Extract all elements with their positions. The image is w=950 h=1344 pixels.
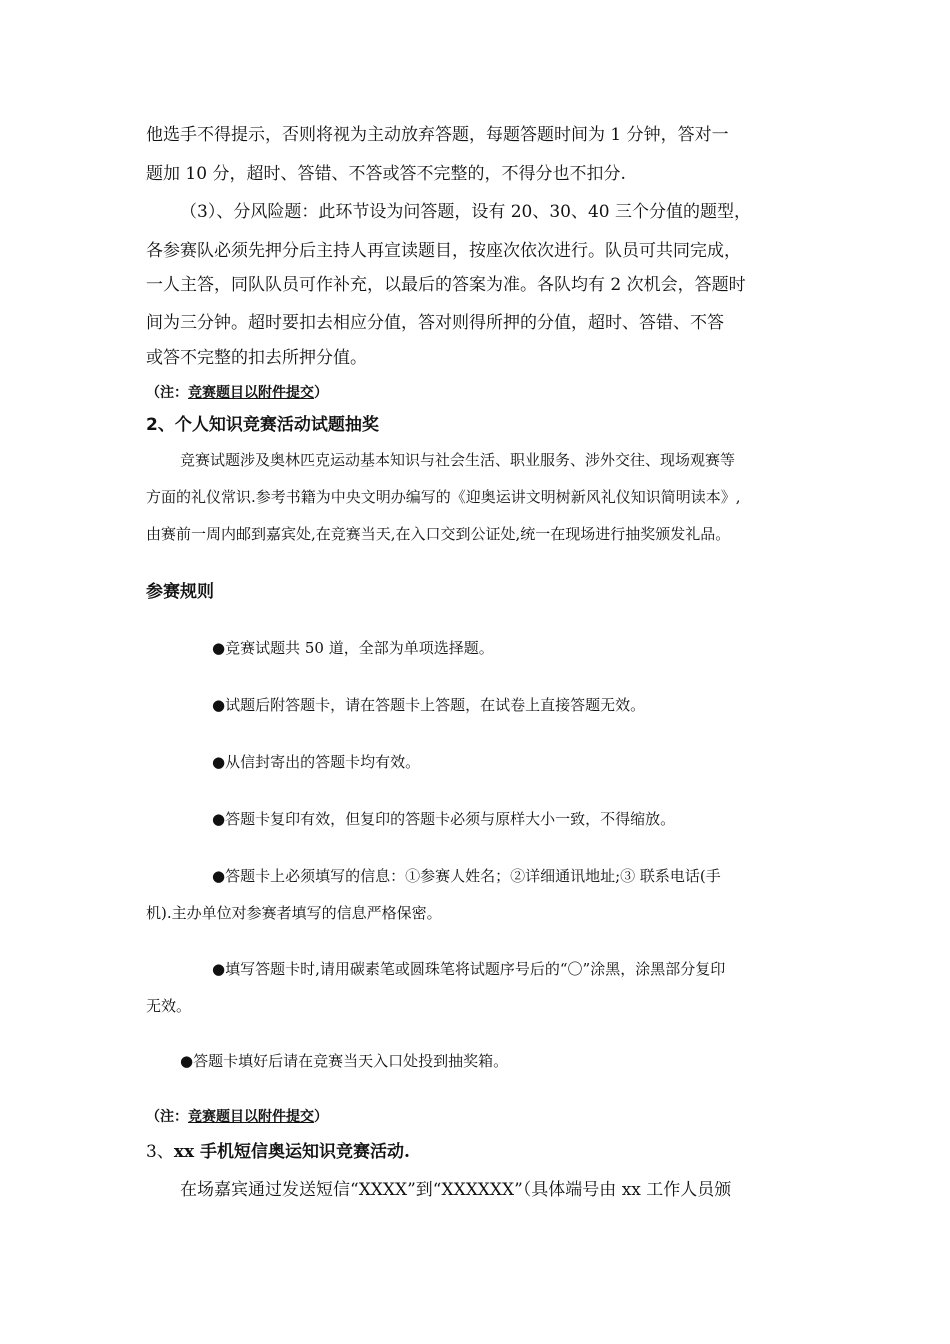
rule-item-6-line-2: 无效。 [146,997,192,1015]
risk-line-3: 一人主答，同队队员可作补充，以最后的答案为准。各队均有 2 次机会，答题时 [146,275,746,295]
note-text: 竞赛题目以附件提交 [188,385,314,401]
rules-title: 参赛规则 [146,582,214,602]
risk-line-5: 或答不完整的扣去所押分值。 [146,348,367,368]
section-2-paragraph-line-2: 方面的礼仪常识.参考书籍为中央文明办编写的《迎奥运讲文明树新风礼仪知识简明读本》, [146,488,741,506]
section-3-number: 3、 [146,1142,174,1162]
note-attachment-2 [146,1105,328,1129]
section-3-title [146,1140,410,1164]
rule-item-4: ●答题卡复印有效，但复印的答题卡必须与原样大小一致，不得缩放。 [212,810,676,828]
note-attachment-1 [146,381,328,405]
risk-line-1: （3）、分风险题：此环节设为问答题，设有 20、30、40 三个分值的题型， [180,202,752,222]
note-suffix: ） [314,1109,328,1125]
rule-item-6-line-1: ●填写答题卡时,请用碳素笔或圆珠笔将试题序号后的“〇”涂黑，涂黑部分复印 [212,960,726,978]
risk-line-4: 间为三分钟。超时要扣去相应分值，答对则得所押的分值，超时、答错、不答 [146,313,724,333]
section-3-paragraph-line-1: 在场嘉宾通过发送短信“XXXX”到“XXXXXX”（具体端号由 xx 工作人员颁 [180,1180,732,1200]
rule-item-5-line-1: ●答题卡上必须填写的信息：①参赛人姓名；②详细通讯地址;③ 联系电话(手 [212,867,721,885]
rule-item-7: ●答题卡填好后请在竞赛当天入口处投到抽奖箱。 [180,1052,509,1070]
intro-line-1: 他选手不得提示，否则将视为主动放弃答题，每题答题时间为 1 分钟，答对一 [146,125,729,145]
rule-item-3: ●从信封寄出的答题卡均有效。 [212,753,421,771]
section-3-title-text: xx 手机短信奥运知识竞赛活动. [173,1142,410,1162]
section-2-paragraph-line-3: 由赛前一周内邮到嘉宾处,在竞赛当天,在入口交到公证处,统一在现场进行抽奖颁发礼品。 [146,525,731,543]
section-2-paragraph-line-1: 竞赛试题涉及奥林匹克运动基本知识与社会生活、职业服务、涉外交往、现场观赛等 [180,451,736,469]
section-2-title: 2、个人知识竞赛活动试题抽奖 [146,415,379,435]
risk-line-2: 各参赛队必须先押分后主持人再宣读题目，按座次依次进行。队员可共同完成， [146,241,741,261]
rule-item-5-line-2: 机).主办单位对参赛者填写的信息严格保密。 [146,904,442,922]
note-suffix: ） [314,385,328,401]
note-prefix: （注： [146,385,188,401]
note-text: 竞赛题目以附件提交 [188,1109,314,1125]
rule-item-1: ●竞赛试题共 50 道，全部为单项选择题。 [212,639,494,657]
note-prefix: （注： [146,1109,188,1125]
rule-item-2: ●试题后附答题卡，请在答题卡上答题，在试卷上直接答题无效。 [212,696,646,714]
intro-line-2: 题加 10 分，超时、答错、不答或答不完整的，不得分也不扣分. [146,164,626,184]
